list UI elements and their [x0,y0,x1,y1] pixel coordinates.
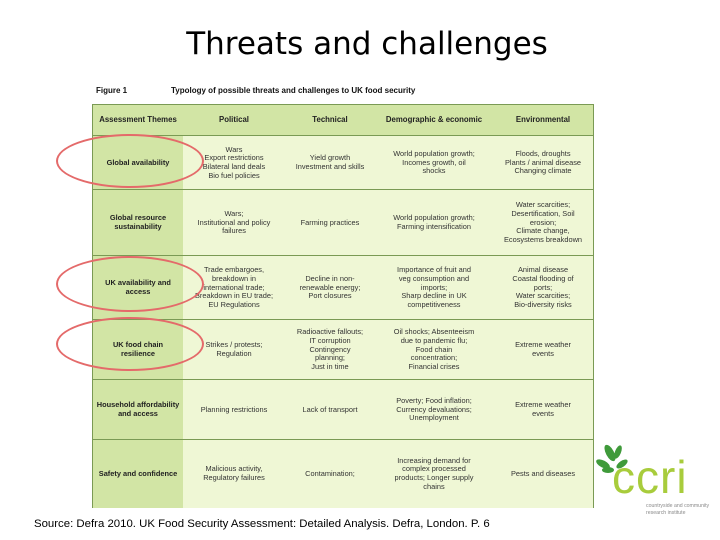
demographic-cell: Importance of fruit and veg consumption and imports; Sharp decline in UK competitiveness [375,256,493,320]
theme-cell: Global resource sustainability [93,190,183,256]
demographic-cell: Oil shocks; Absenteeism due to pandemic flu; Food chain concentration; Financial crises [375,320,493,380]
environmental-cell: Animal disease Coastal flooding of ports; Water scarcities; Bio-diversity risks [493,256,593,320]
technical-cell: Radioactive fallouts; IT corruption Contingency planning; Just in time [285,320,375,380]
demographic-cell: World population growth; Incomes growth, oil shocks [375,136,493,190]
political-cell: Strikes / protests; Regulation [183,320,285,380]
source-citation: Source: Defra 2010. UK Food Security Assessment: Detailed Analysis. Defra, London. P. 6 [34,518,490,530]
political-cell: Trade embargoes, breakdown in international trade; Breakdown in EU trade; EU Regulations [183,256,285,320]
technical-cell: Lack of transport [285,380,375,440]
environmental-cell: Water scarcities; Desertification, Soil erosion; Climate change, Ecosystems breakdown [493,190,593,256]
theme-cell: UK availability and access [93,256,183,320]
demographic-cell: Poverty; Food inflation; Currency devaluations; Unemployment [375,380,493,440]
political-cell: Malicious activity, Regulatory failures [183,440,285,508]
header-environmental: Environmental [493,105,593,135]
technical-cell: Decline in non- renewable energy; Port closures [285,256,375,320]
table-row [93,319,593,380]
theme-cell: UK food chain resilience [93,320,183,380]
table-row [93,189,593,256]
environmental-cell: Extreme weather events [493,380,593,440]
header-demographic: Demographic & economic [375,105,493,135]
political-cell: Wars; Institutional and policy failures [183,190,285,256]
header-technical: Technical [285,105,375,135]
environmental-cell: Pests and diseases [493,440,593,508]
table-row [93,255,593,320]
political-cell: Wars Export restrictions Bilateral land deals Bio fuel policies [183,136,285,190]
table-row [93,379,593,440]
table-row [93,439,593,508]
table-header-row [93,105,593,135]
header-themes: Assessment Themes [93,105,183,135]
figure-label: Figure 1 [96,86,128,95]
technical-cell: Contamination; [285,440,375,508]
table-row [93,135,593,190]
header-political: Political [183,105,285,135]
slide-title: Threats and challenges [186,26,548,62]
logo-subtitle: countryside and community research institute [646,503,710,516]
theme-cell: Global availability [93,136,183,190]
demographic-cell: World population growth; Farming intensification [375,190,493,256]
logo-wordmark: ccri [612,451,688,503]
technical-cell: Farming practices [285,190,375,256]
figure-caption: Typology of possible threats and challenges to UK food security [171,86,416,95]
theme-cell: Safety and confidence [93,440,183,508]
threats-table [92,104,594,508]
environmental-cell: Floods, droughts Plants / animal disease Changing climate [493,136,593,190]
environmental-cell: Extreme weather events [493,320,593,380]
technical-cell: Yield growth Investment and skills [285,136,375,190]
demographic-cell: Increasing demand for complex processed products; Longer supply chains [375,440,493,508]
theme-cell: Household affordability and access [93,380,183,440]
political-cell: Planning restrictions [183,380,285,440]
